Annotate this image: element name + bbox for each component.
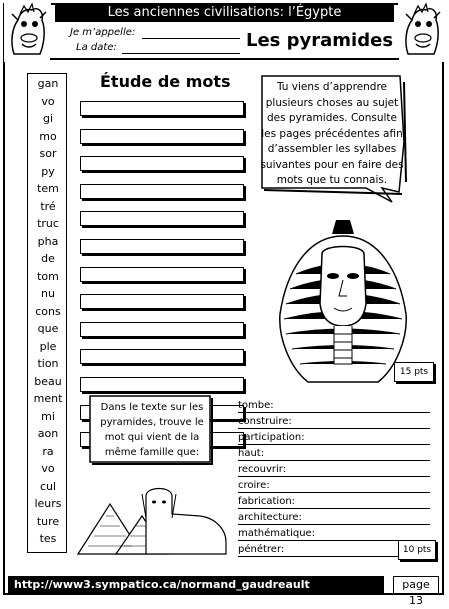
word-family-item[interactable]: haut: [238,448,430,461]
series-title: Les anciennes civilisations: l’Égypte [55,4,394,22]
word-family-item[interactable]: pénétrer: [238,544,430,557]
syllable: ment [33,392,63,405]
footer-url[interactable]: http://www3.sympatico.ca/normand_gaudreault [8,576,384,594]
word-family-item[interactable]: fabrication: [238,496,430,509]
name-field[interactable] [142,38,240,39]
syllable: que [37,322,59,335]
answer-box[interactable] [80,267,244,282]
syllable: cons [35,304,61,318]
syllable: de [41,252,55,265]
syllable: leurs [34,497,62,510]
answer-box[interactable] [80,129,244,144]
camel-left-icon [4,2,51,62]
syllable: vo [41,94,55,108]
name-label: Je m’appelle: [70,27,136,38]
syllable: truc [37,217,59,230]
word-family-instructions: Dans le texte sur les pyramides, trouve le mot qui vient de la même famille que: [100,402,204,458]
date-label: La date: [76,42,117,53]
sphinx-pyramids-illustration [76,484,230,556]
answer-box[interactable] [80,322,244,337]
syllable: beau [34,374,62,388]
syllable: ture [36,514,60,528]
syllable: aon [37,427,59,440]
word-family-item[interactable]: recouvrir: [238,464,430,477]
syllable: nu [41,287,55,300]
word-family-item[interactable]: participation: [238,432,430,445]
answer-box[interactable] [80,211,244,226]
word-family-item[interactable]: construire: [238,416,430,429]
answer-box[interactable] [80,239,244,254]
syllable: ple [39,339,57,353]
date-field[interactable] [122,53,240,54]
syllable: mo [39,129,57,143]
syllable: pha [37,234,59,248]
syllable: mi [41,409,55,423]
camel-right-icon [398,2,445,62]
syllable: tem [37,182,59,195]
points-badge-word-family: 10 pts [398,540,436,560]
page-number: page 13 [393,576,439,594]
answer-box[interactable] [80,156,244,171]
section-title: Étude de mots [100,72,231,91]
answer-box[interactable] [80,349,244,364]
instruction-text: Tu viens d’apprendre plusieurs choses au sujet des pyramides. Consulte les pages précédentes afin d’assembler les syllabes suivantes pour en faire des mots que tu connais. [260,81,404,186]
syllable: tré [40,199,56,213]
syllable: tom [37,269,59,283]
word-family-item[interactable]: tombe: [238,400,430,413]
header-divider [50,58,399,60]
answer-box[interactable] [80,184,244,199]
pharaoh-mask-illustration [276,214,410,384]
syllable: sor [39,147,57,160]
syllable: gan [37,77,59,90]
syllable: py [41,164,55,178]
word-family-item[interactable]: croire: [238,480,430,493]
answer-box[interactable] [80,294,244,309]
answer-box[interactable] [80,101,244,116]
word-family-item[interactable]: mathématique: [238,528,430,541]
syllable: gi [42,112,54,125]
syllable: vo [41,462,55,475]
worksheet-title: Les pyramides [246,30,394,51]
syllable: cul [39,479,57,493]
syllable: tion [37,357,59,370]
points-badge-word-study: 15 pts [394,362,434,382]
syllable: tes [39,532,57,545]
syllable-list [27,73,67,553]
syllable: ra [42,444,54,458]
word-family-item[interactable]: architecture: [238,512,430,525]
